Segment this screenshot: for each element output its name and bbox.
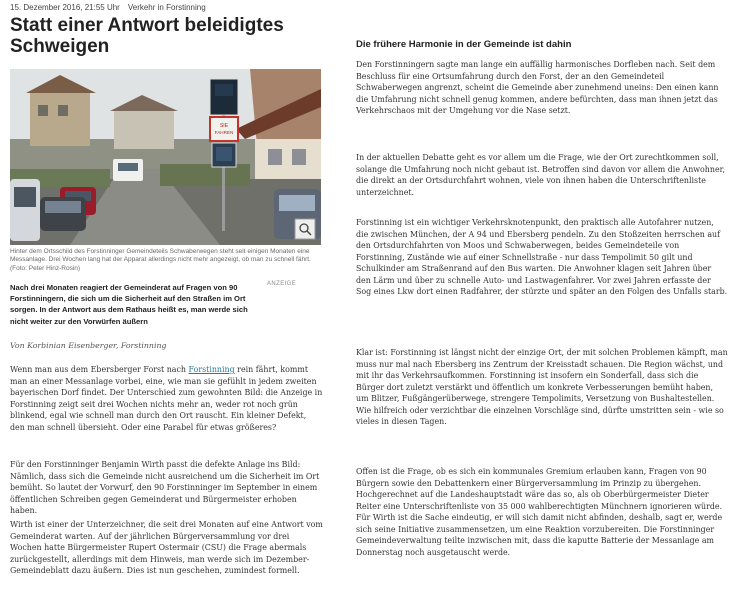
forstinning-link[interactable]: Forstinning	[188, 365, 235, 374]
article-date: 15. Dezember 2016, 21:55 Uhr	[10, 3, 120, 12]
body-paragraph-2: Für den Forstinninger Benjamin Wirth passt die defekte Anlage ins Bild: Nämlich, dass sich die Gemeinde nicht ausreichend um die Sicherheit im Ort bemüht. So lautet der Vorwurf, den 90 Forstinninger im September in einem öffentlichen Schreiben gegen Gemeinderat und Bürgermeister erhoben haben.	[10, 460, 320, 515]
body-paragraph-3: Wirth ist einer der Unterzeichner, die seit drei Monaten auf eine Antwort vom Gemeinderat warten. Auf der jährlichen Bürgerversammlung vor drei Wochen hatte Bürgermeister Rupert Ostermair (CSU) die Frage abermals zurückgestellt, allerdings mit dem Hinweis, man werde sich im Dezember-Gemeindeblatt dazu äußern. Dies ist nun geschehen, zumindest formell.	[10, 520, 323, 575]
sign-text-sie: SIE	[219, 123, 229, 129]
article-meta	[10, 3, 206, 12]
body-paragraph-7: Klar ist: Forstinning ist längst nicht der einzige Ort, der mit solchen Problemen kämpft, man muss nur mal nach Ebersberg ins Zentrum der Kreisstadt schauen. Die Region wächst, und mit ihr das Verkehrsaufkommen. Forstinning ist insofern ein Sonderfall, dass sich die Bürger dort zuletzt verstärkt und öffentlich um konkrete Verbesserungen bemüht haben, um Blitzer, Fußgängerüberwege, strengere Tempolimits, Versetzung von Bushaltestellen. Wie hilfreich oder verzichtbar die einzelnen Vorschläge sind, dürfte umstritten sein - wie so vieles in diesen Tagen.	[356, 348, 728, 426]
sign-text-fahren: FAHREN	[214, 130, 234, 135]
article-author: Von Korbinian Eisenberger, Forstinning	[10, 341, 167, 350]
ad-tag: ANZEIGE	[267, 281, 297, 287]
article-lead: Nach drei Monaten reagiert der Gemeinderat auf Fragen von 90 Forstinningern, die sich um die Sicherheit auf den Straßen im Ort sorgen. In der Antwort aus dem Rathaus heißt es, man werde sich nicht weiter zur den Vorwürfen äußern	[10, 283, 248, 326]
body-paragraph-5: In der aktuellen Debatte geht es vor allem um die Frage, wie der Ort zurechtkommen soll, solange die Umfahrung noch nicht gebaut ist. Betroffen sind davon vor allem die Anwohner, die direkt an der Ortsdurchfahrt wohnen, viele von ihnen haben die Unterschriftenliste unterzeichnet.	[356, 153, 726, 197]
body-paragraph-8: Offen ist die Frage, ob es sich ein kommunales Gremium erlauben kann, Fragen von 90 Bürgern sowie den Debattenkern einer Bürgerversammlung im Prinzip zu übergehen. Hochgerechnet auf die Landeshauptstadt wäre das so, als ob Oberbürgermeister Dieter Reiter eine Unterschriftenliste von 35 000 wahlberechtigten Münchnern ignorieren würde. Für Wirth ist die Sache eindeutig, er will sich damit nicht abfinden, deshalb, sagt er, werde sich seine Initiative zusammensetzen, um eine Reaktion vorzubereiten. Die Forstinninger Gemeindeverwaltung teilte inzwischen mit, dass die kaputte Batterie der Messanlage am Donnerstag noch ausgetauscht werde.	[356, 467, 723, 557]
article-photo[interactable]	[10, 69, 321, 245]
p1-text-end: rein fährt, kommt man an einer Messanlage vorbei, eine, wie man sie gefühlt in jedem zweiten bayerischen Dorf findet. Der Unterschied zum gewohnten Bild: die Anzeige in Forstinning zeigt seit drei Wochen nichts mehr an, weder rot noch grün blinkend, egal wie schnell man durch den Ort rauscht. Ein kleiner Defekt, den man schnell übersieht. Oder eine Parabel für etwas größeres?	[10, 365, 323, 432]
article-subheading: Die frühere Harmonie in der Gemeinde ist dahin	[356, 39, 572, 50]
magnify-icon[interactable]	[295, 219, 315, 239]
article-title: Statt einer Antwort beleidigtes Schweigen	[10, 15, 284, 57]
image-caption: Hinter dem Ortsschild des Forstinninger Gemeindeteils Schwaberwegen steht seit einigen Monaten eine Messanlage. Drei Wochen lang hat der Apparat allerdings nicht mehr angezeigt, ob man zu schnell fährt. (Foto: Peter Hinz-Rosin)	[10, 248, 311, 272]
p1-text-start: Wenn man aus dem Ebersberger Forst nach	[10, 365, 189, 374]
body-paragraph-1	[10, 364, 323, 433]
article-topic[interactable]: Verkehr in Forstinning	[127, 3, 206, 12]
body-paragraph-4: Den Forstinningern sagte man lange ein auffällig harmonisches Dorfleben nach. Seit dem Beschluss für eine Ortsumfahrung durch den Forst, der an den Gemeindeteil Schwaberwegen angrenzt, scheint die Gemeinde aber zunehmend uneins: Den einen kann die Umfahrung nicht schnell genug kommen, andere befürchten, dass man ihnen jetzt das Verkehrschaos mit der Umgehung vor die Nase setzt.	[356, 60, 719, 115]
body-paragraph-6: Forstinning ist ein wichtiger Verkehrsknotenpunkt, den praktisch alle Autofahrer nutzen, die zwischen München, der A 94 und Ebersberg pendeln. Zu den Stoßzeiten herrschen auf den Ortsdurchfahrten von Moos und Schwaberwegen, beides Gemeindeteile von Forstinning, Zustände wie auf einer Schnellstraße - nur dass Tempolimit 50 gilt und Schulkinder am Straßenrand auf den Bus warten. Die Anwohner klagen seit Jahren über den Lärm und über zu schnelle Auto- und Lastwagenfahrer. Vor zwei Jahren erfasste der Sog eines Lkw dort einen Radfahrer, der stürzte und später an den Folgen des Unfalls starb.	[356, 218, 728, 296]
